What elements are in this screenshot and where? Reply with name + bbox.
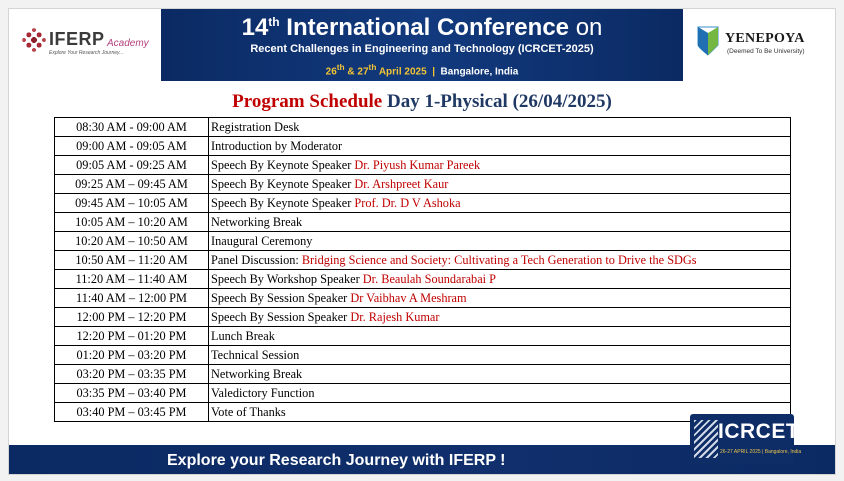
slide (8, 8, 836, 475)
activity-text: Speech By Keynote Speaker (211, 157, 355, 172)
speaker-name: Dr. Piyush Kumar Pareek (354, 157, 481, 172)
activity-text: Speech By Session Speaker (211, 309, 351, 324)
activity-text: Networking Break (211, 214, 303, 229)
conference-subtitle: Recent Challenges in Engineering and Technology (ICRCET-2025) (250, 43, 594, 55)
date-day-1-ordinal: th (336, 62, 345, 72)
conference-title-on: on (575, 14, 603, 41)
conference-banner (161, 9, 683, 81)
schedule-row (55, 156, 791, 175)
schedule-time: 09:45 AM – 10:05 AM (55, 194, 209, 213)
date-month-year: April 2025 | (376, 66, 441, 78)
speaker-name: Dr. Beaulah Soundarabai P (362, 271, 496, 286)
schedule-activity (209, 213, 791, 232)
schedule-activity (209, 308, 791, 327)
schedule-activity (209, 232, 791, 251)
conference-title (161, 14, 683, 42)
edition-number: 14 (241, 14, 269, 41)
activity-text: Speech By Workshop Speaker (211, 271, 363, 286)
schedule-row (55, 118, 791, 137)
schedule-table (54, 117, 791, 422)
schedule-row (55, 327, 791, 346)
activity-text: Introduction by Moderator (211, 138, 343, 153)
schedule-row (55, 365, 791, 384)
schedule-activity (209, 194, 791, 213)
schedule-time: 10:20 AM – 10:50 AM (55, 232, 209, 251)
schedule-row (55, 384, 791, 403)
date-day-2-ordinal: th (368, 62, 377, 72)
schedule-time: 11:20 AM – 11:40 AM (55, 270, 209, 289)
conference-city: Bangalore, India (440, 66, 519, 78)
footer-text: Explore your Research Journey with IFERP ! (167, 452, 506, 469)
schedule-row (55, 308, 791, 327)
schedule-title-part1: Program Schedule (232, 91, 383, 112)
schedule-time: 09:25 AM – 09:45 AM (55, 175, 209, 194)
iferp-logo (9, 9, 161, 81)
activity-text: Inaugural Ceremony (211, 233, 313, 248)
conference-date (161, 62, 683, 77)
iferp-network-icon (21, 27, 47, 53)
schedule-time: 03:20 PM – 03:35 PM (55, 365, 209, 384)
activity-text: Speech By Keynote Speaker (211, 176, 355, 191)
activity-text: Lunch Break (211, 328, 275, 343)
schedule-time: 03:40 PM – 03:45 PM (55, 403, 209, 422)
activity-text: Speech By Keynote Speaker (211, 195, 355, 210)
yenepoya-name: YENEPOYA (725, 31, 805, 46)
header (9, 9, 836, 81)
yenepoya-logo (683, 9, 836, 81)
schedule-time: 10:50 AM – 11:20 AM (55, 251, 209, 270)
activity-text: Speech By Session Speaker (211, 290, 351, 305)
yenepoya-shield-icon (697, 25, 719, 57)
schedule-time: 09:00 AM - 09:05 AM (55, 137, 209, 156)
schedule-title-part2: Day 1-Physical (26/04/2025) (382, 91, 612, 112)
schedule-time: 01:20 PM – 03:20 PM (55, 346, 209, 365)
schedule-activity (209, 327, 791, 346)
conference-title-main: International Conference (279, 14, 576, 41)
schedule-time: 09:05 AM - 09:25 AM (55, 156, 209, 175)
schedule-time: 10:05 AM – 10:20 AM (55, 213, 209, 232)
schedule-table-body (55, 118, 791, 422)
schedule-activity (209, 289, 791, 308)
schedule-time: 12:00 PM – 12:20 PM (55, 308, 209, 327)
schedule-time: 03:35 PM – 03:40 PM (55, 384, 209, 403)
yenepoya-sub: (Deemed To Be University) (727, 48, 805, 55)
date-day-1: 26 (325, 66, 337, 78)
activity-text: Technical Session (211, 347, 300, 362)
schedule-activity (209, 384, 791, 403)
schedule-time: 11:40 AM – 12:00 PM (55, 289, 209, 308)
iferp-logo-name: IFERP (49, 29, 105, 49)
schedule-activity (209, 270, 791, 289)
schedule-activity (209, 251, 791, 270)
activity-text: Networking Break (211, 366, 303, 381)
schedule-row (55, 194, 791, 213)
icrcet-badge-date: 26-27 APRIL 2025 | Bangalore, India (720, 449, 802, 455)
speaker-name: Bridging Science and Society: Cultivating a Tech Generation to Drive the SDGs (301, 252, 697, 267)
schedule-activity (209, 118, 791, 137)
activity-text: Panel Discussion: (211, 252, 302, 267)
speaker-name: Dr Vaibhav A Meshram (350, 290, 467, 305)
schedule-row (55, 289, 791, 308)
schedule-row (55, 403, 791, 422)
schedule-row (55, 270, 791, 289)
speaker-name: Dr. Rajesh Kumar (350, 309, 440, 324)
speaker-name: Dr. Arshpreet Kaur (354, 176, 449, 191)
schedule-activity (209, 137, 791, 156)
schedule-time: 12:20 PM – 01:20 PM (55, 327, 209, 346)
schedule-row (55, 346, 791, 365)
schedule-row (55, 213, 791, 232)
schedule-row (55, 251, 791, 270)
schedule-activity (209, 365, 791, 384)
activity-text: Vote of Thanks (211, 404, 286, 419)
schedule-activity (209, 346, 791, 365)
schedule-activity (209, 175, 791, 194)
speaker-name: Prof. Dr. D V Ashoka (354, 195, 461, 210)
schedule-time: 08:30 AM - 09:00 AM (55, 118, 209, 137)
schedule-row (55, 175, 791, 194)
schedule-row (55, 137, 791, 156)
activity-text: Valedictory Function (211, 385, 315, 400)
date-separator: & (344, 66, 358, 78)
edition-ordinal: th (268, 15, 280, 29)
schedule-title (9, 91, 835, 113)
schedule-row (55, 232, 791, 251)
schedule-activity (209, 156, 791, 175)
iferp-logo-tagline: Explore Your Research Journey... (49, 50, 124, 56)
date-day-2: 27 (357, 66, 369, 78)
icrcet-badge-name: ICRCET (718, 420, 800, 443)
activity-text: Registration Desk (211, 119, 300, 134)
iferp-logo-suffix: Academy (107, 38, 149, 49)
icrcet-stripes-icon (694, 420, 718, 458)
icrcet-badge (690, 414, 802, 464)
